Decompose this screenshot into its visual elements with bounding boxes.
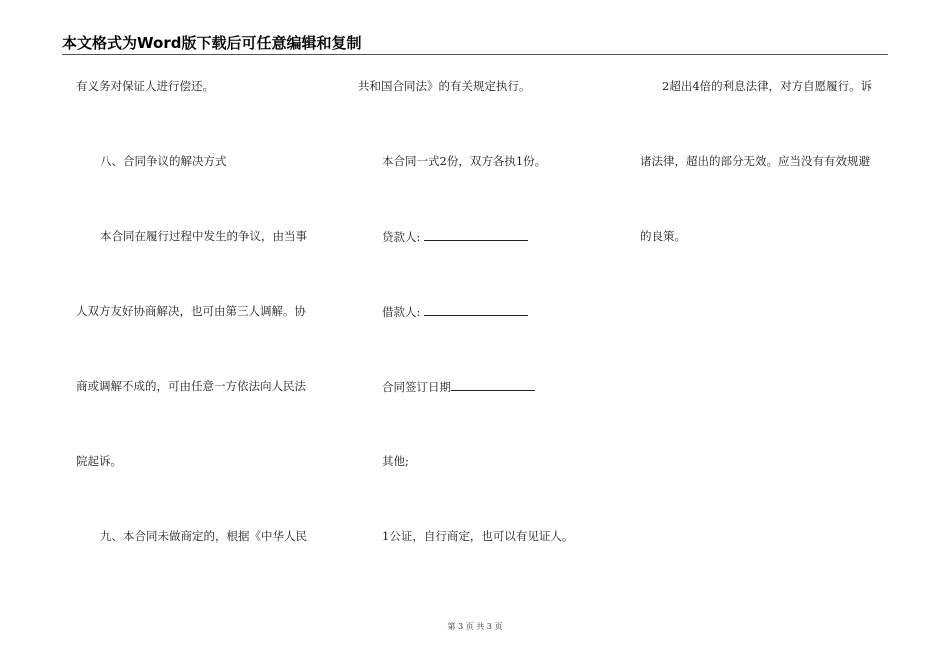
section-heading: 九、本合同未做商定的，根据《中华人民 [100,529,307,543]
text-line: 本合同在履行过程中发生的争议，由当事 [100,229,307,243]
sign-date-line [382,379,535,394]
header-title: 本文格式为Word版下载后可任意编辑和复制 [62,34,362,52]
lender-blank [424,229,528,241]
lender-label: 贷款人: [382,230,421,244]
sign-date-label: 合同签订日期 [382,380,451,394]
text-line: 本合同一式2份，双方各执1份。 [382,154,547,168]
sign-date-blank [451,379,535,391]
lender-signature-line [382,229,528,244]
borrower-blank [424,304,528,316]
text-line: 其他; [382,454,409,468]
text-line: 的良策。 [640,229,686,243]
text-line: 人双方友好协商解决，也可由第三人调解。协 [76,304,306,318]
text-line: 有义务对保证人进行偿还。 [76,79,214,93]
column-left [76,0,326,672]
section-heading: 八、合同争议的解决方式 [100,154,227,168]
column-middle [358,0,608,672]
text-line: 2超出4倍的利息法律，对方自愿履行。诉 [662,79,873,93]
text-line: 诸法律，超出的部分无效。应当没有有效规避 [640,154,870,168]
borrower-label: 借款人: [382,305,421,319]
text-line: 1公证，自行商定，也可以有见证人。 [382,529,574,543]
page-footer: 第 3 页 共 3 页 [447,622,503,631]
text-line: 院起诉。 [76,454,122,468]
borrower-signature-line [382,304,528,319]
column-right [640,0,890,672]
text-line: 商或调解不成的，可由任意一方依法向人民法 [76,379,306,393]
text-line: 共和国合同法》的有关规定执行。 [358,79,531,93]
